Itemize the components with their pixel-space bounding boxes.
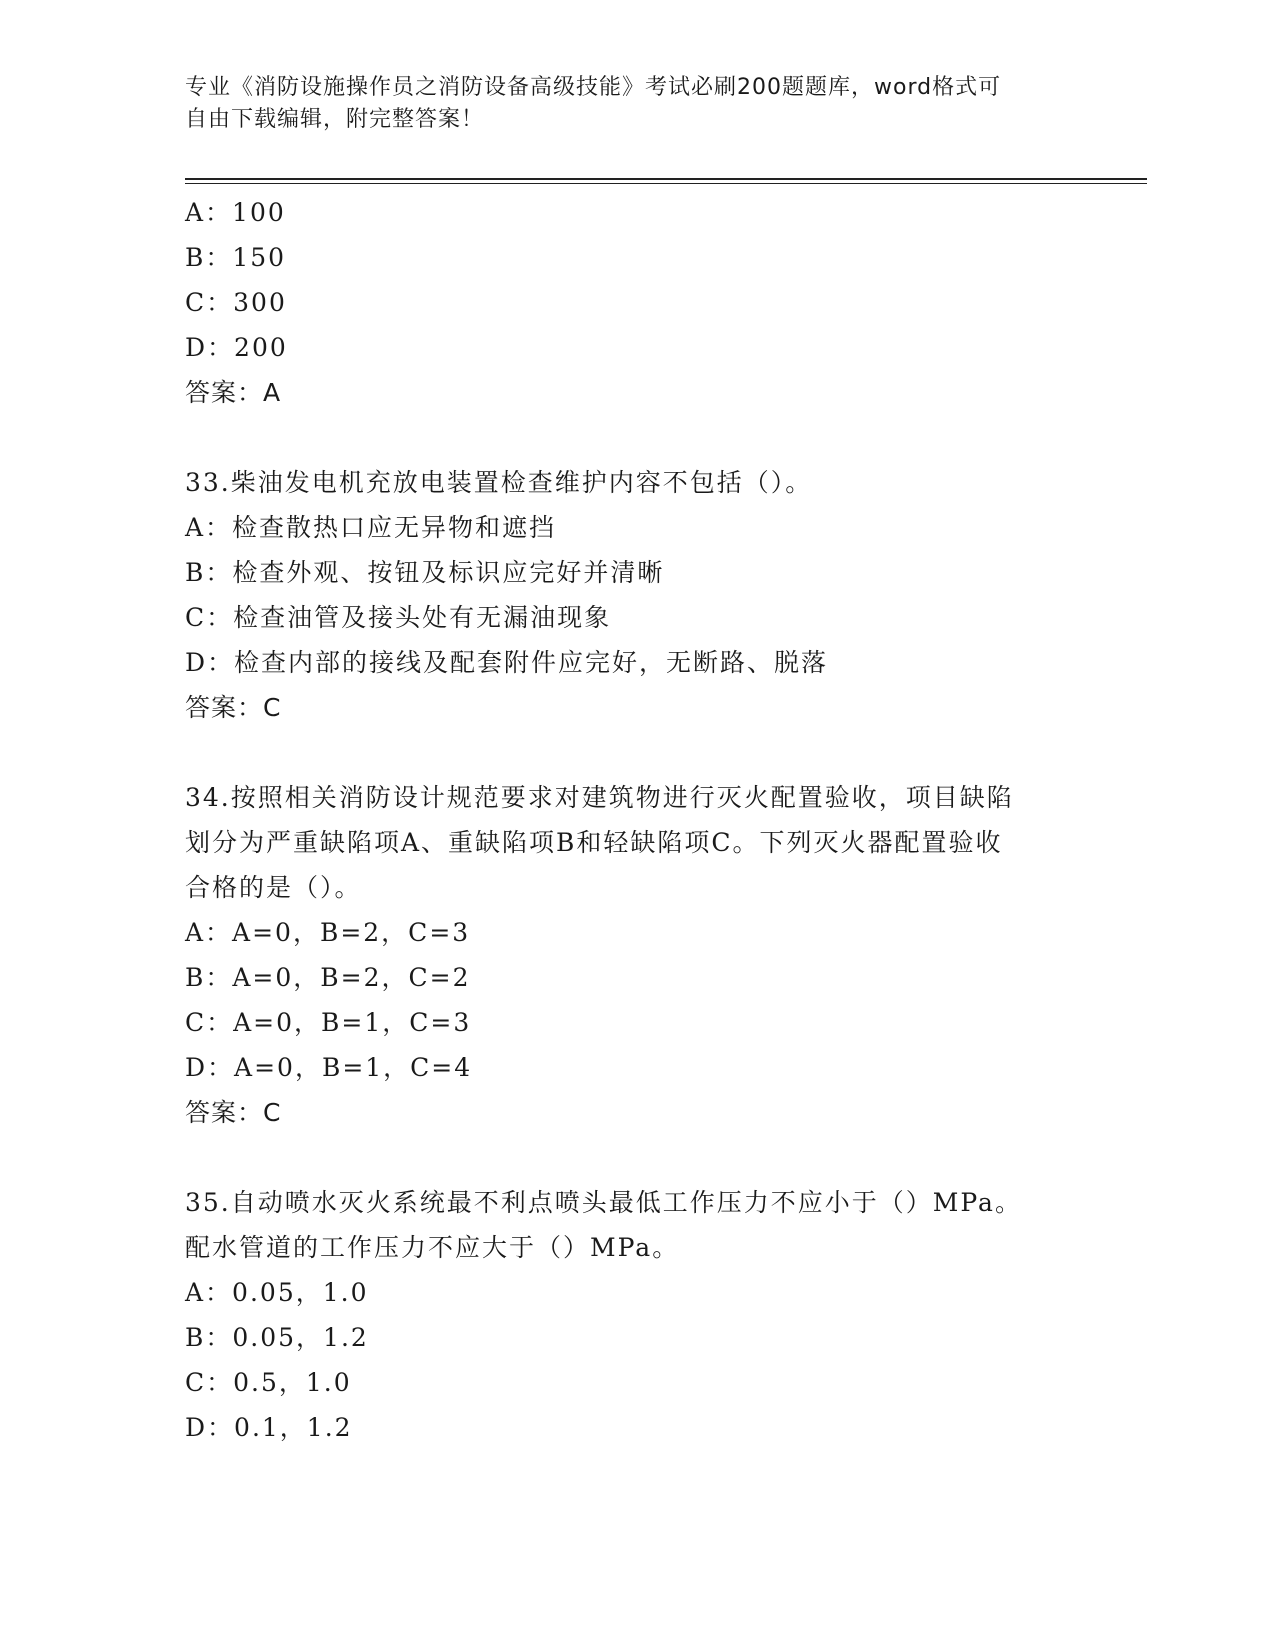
question-text: 配水管道的工作压力不应大于（）MPa。 (185, 1233, 680, 1262)
answer-line: 答案：A (185, 378, 282, 407)
option-text: B：0.05，1.2 (185, 1323, 369, 1352)
answer-line: 答案：C (185, 693, 282, 722)
option-text: C：300 (185, 288, 287, 317)
option-text: C：检查油管及接头处有无漏油现象 (185, 603, 612, 632)
option-text: B：150 (185, 243, 287, 272)
question-text: 划分为严重缺陷项A、重缺陷项B和轻缺陷项C。下列灭火器配置验收 (185, 828, 1003, 857)
document-header (185, 72, 1065, 136)
spacer (185, 730, 1085, 775)
option-text: C：0.5，1.0 (185, 1368, 352, 1397)
option-text: D：检查内部的接线及配套附件应完好，无断路、脱落 (185, 648, 829, 677)
option-text: A：A=0，B=2，C=3 (185, 918, 471, 947)
option-text: B：检查外观、按钮及标识应完好并清晰 (185, 558, 665, 587)
header-line-1: 专业《消防设施操作员之消防设备高级技能》考试必刷200题题库，word格式可 (185, 75, 1002, 100)
question-text: 34.按照相关消防设计规范要求对建筑物进行灭火配置验收，项目缺陷 (185, 783, 1014, 812)
option-text: D：A=0，B=1，C=4 (185, 1053, 473, 1082)
option-text: B：A=0，B=2，C=2 (185, 963, 471, 992)
option-text: A：0.05，1.0 (185, 1278, 369, 1307)
answer-line: 答案：C (185, 1098, 282, 1127)
spacer (185, 1135, 1085, 1180)
option-text: A：100 (185, 198, 286, 227)
spacer (185, 415, 1085, 460)
header-line-2: 自由下载编辑，附完整答案！ (185, 107, 485, 132)
option-text: A：检查散热口应无异物和遮挡 (185, 513, 557, 542)
question-list (185, 190, 1085, 1450)
header-rule-thick (185, 178, 1147, 180)
question-text: 合格的是（）。 (185, 873, 362, 902)
header-rule-thin (185, 183, 1147, 184)
question-text: 33.柴油发电机充放电装置检查维护内容不包括（）。 (185, 468, 813, 497)
option-text: C：A=0，B=1，C=3 (185, 1008, 472, 1037)
option-text: D：200 (185, 333, 288, 362)
option-text: D：0.1，1.2 (185, 1413, 353, 1442)
question-text: 35.自动喷水灭火系统最不利点喷头最低工作压力不应小于（）MPa。 (185, 1188, 1022, 1217)
